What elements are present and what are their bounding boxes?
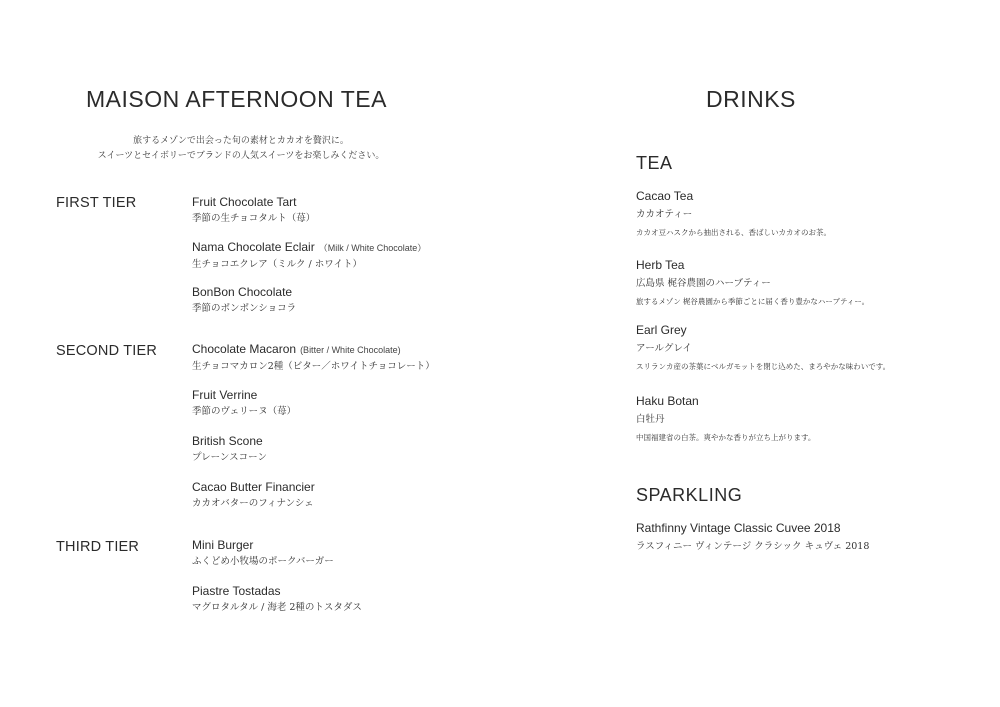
first-tier-label: FIRST TIER — [56, 195, 137, 211]
drink-item — [636, 257, 869, 308]
menu-item-name: Cacao Butter Financier — [192, 480, 315, 494]
drink-name: Herb Tea — [636, 258, 685, 272]
third-tier-label: THIRD TIER — [56, 539, 140, 555]
menu-item-note: （Milk / White Chocolate） — [318, 243, 427, 253]
menu-item — [192, 433, 267, 465]
drink-description: 旅するメゾン 梶谷農園から季節ごとに届く香り豊かなハーブティー。 — [636, 297, 870, 306]
drink-japanese: 広島県 梶谷農園のハーブティー — [636, 278, 771, 289]
menu-item-japanese: プレーンスコーン — [192, 452, 267, 463]
second-tier-label: SECOND TIER — [56, 343, 158, 359]
menu-item — [192, 284, 296, 316]
drink-description: スリランカ産の茶葉にベルガモットを閉じ込めた、まろやかな味わいです。 — [636, 362, 891, 371]
menu-item-japanese: 季節のボンボンショコラ — [192, 303, 297, 314]
menu-item-japanese: 生チョコエクレア（ミルク / ホワイト） — [192, 259, 362, 270]
menu-item-name: Chocolate Macaron (Bitter / White Chocolate) — [192, 342, 401, 356]
menu-item-japanese: 生チョコマカロン2種（ビター／ホワイトチョコレート） — [192, 361, 435, 372]
menu-item — [192, 341, 435, 374]
menu-item — [192, 583, 362, 615]
menu-item — [192, 479, 315, 511]
drink-item — [636, 520, 869, 554]
intro-line: 旅するメゾンで出会った旬の素材とカカオを贅沢に。 — [133, 136, 349, 146]
menu-item-japanese: 季節のヴェリーヌ（苺） — [192, 406, 297, 417]
drink-item — [636, 188, 831, 239]
menu-item-japanese: 季節の生チョコタルト（苺） — [192, 213, 316, 224]
drink-name: Earl Grey — [636, 323, 687, 337]
menu-item-name: Nama Chocolate Eclair （Milk / White Chocolate） — [192, 240, 427, 254]
afternoon-tea-title: MAISON AFTERNOON TEA — [86, 86, 387, 112]
drink-japanese: 白牡丹 — [636, 414, 665, 425]
drink-description: 中国福建省の白茶。爽やかな香りが立ち上がります。 — [636, 433, 816, 442]
menu-item-name: Piastre Tostadas — [192, 584, 281, 598]
drink-japanese: アールグレイ — [636, 343, 692, 354]
menu-item-name: BonBon Chocolate — [192, 285, 293, 299]
afternoon-tea-intro — [86, 134, 396, 164]
menu-item — [192, 387, 296, 419]
menu-item-note: (Bitter / White Chocolate) — [300, 345, 401, 355]
drink-description: カカオ豆ハスクから抽出される、香ばしいカカオのお茶。 — [636, 228, 831, 237]
menu-item-japanese: カカオバターのフィナンシェ — [192, 498, 314, 509]
drink-name: Haku Botan — [636, 394, 699, 408]
intro-line: スイーツとセイボリーでブランドの人気スイーツをお楽しみください。 — [97, 151, 385, 161]
sparkling-section-title: SPARKLING — [636, 485, 743, 505]
tea-section-title: TEA — [636, 153, 673, 173]
drink-name: Rathfinny Vintage Classic Cuvee 2018 — [636, 521, 841, 535]
menu-item-name: Fruit Verrine — [192, 388, 258, 402]
drink-japanese: カカオティー — [636, 209, 693, 220]
menu-item-name: Mini Burger — [192, 538, 254, 552]
menu-item — [192, 537, 334, 569]
drink-item — [636, 322, 890, 373]
drinks-title: DRINKS — [706, 86, 796, 112]
drink-name: Cacao Tea — [636, 189, 694, 203]
menu-item — [192, 239, 426, 272]
menu-item-japanese: マグロタルタル / 海老 2種のトスタダス — [192, 602, 362, 613]
menu-item — [192, 194, 315, 226]
menu-item-name: Fruit Chocolate Tart — [192, 195, 297, 209]
drink-japanese: ラスフィニー ヴィンテージ クラシック キュヴェ 2018 — [636, 541, 870, 552]
menu-item-japanese: ふくどめ小牧場のポークバーガー — [192, 556, 334, 567]
drink-item — [636, 393, 815, 444]
menu-item-name: British Scone — [192, 434, 263, 448]
